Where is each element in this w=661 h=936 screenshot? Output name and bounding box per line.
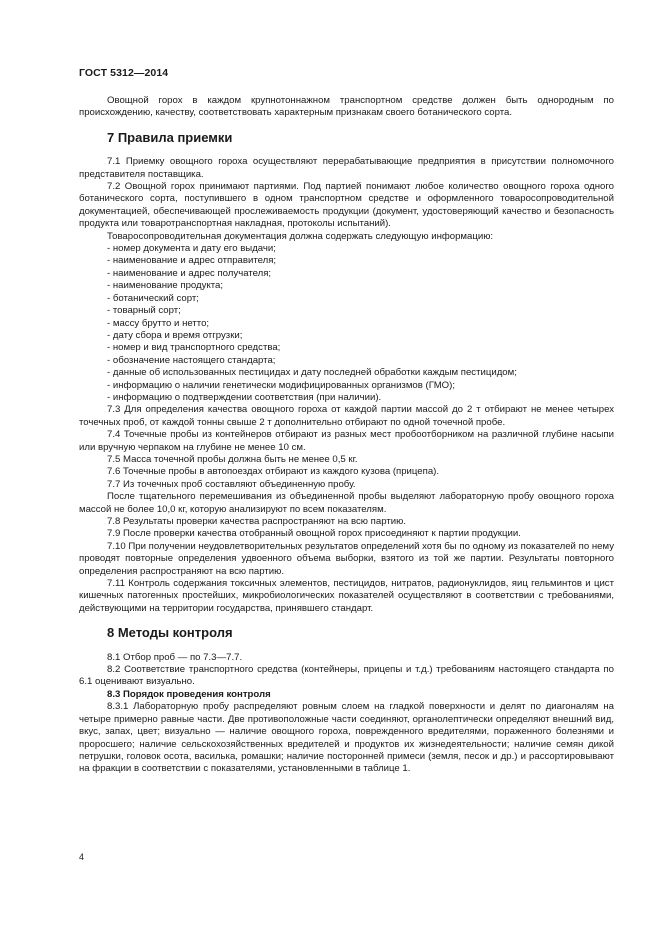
paragraph-7-6: 7.6 Точечные пробы в автопоездах отбирают из каждого кузова (прицепа).	[107, 466, 440, 478]
paragraph-8-3-1: 8.3.1 Лабораторную пробу распределяют ровным слоем на гладкой поверхности и делят по диагоналям на четыре примерно равные части. Две противоположные части соединяют, органолептически определяют внешний вид, вкус, запах, цвет; визуально — наличие овощного гороха, поврежденного вредителями, пораженного болезнями и проросшего; наличие сельскохозяйственных вредителей и продуктов их жизнедеятельности; наличие семян дикой петрушки, головок осота, василька, ромашки; наличие посторонней примеси (земля, песок и др.) и рассортировывают на фракции в соответствии с показателями, установленными в таблице 1.	[79, 701, 614, 775]
docs-intro: Товаросопроводительная документация должна содержать следующую информацию:	[107, 230, 494, 242]
paragraph-7-10: 7.10 При получении неудовлетворительных результатов определений хотя бы по одному из показателей по нему проводят повторные определения удвоенного объема выборки, взятого из той же партии. Результаты повторного определения распространяют на всю партию.	[79, 540, 614, 577]
section-7-title: 7 Правила приемки	[107, 129, 233, 145]
list-item: - товарный сорт;	[107, 305, 181, 317]
paragraph-8-2: 8.2 Соответствие транспортного средства (контейнеры, прицепы и т.д.) требованиям настоящего стандарта по 6.1 оценивают визуально.	[79, 664, 614, 688]
paragraph-7-9: 7.9 После проверки качества отобранный овощной горох присоединяют к партии продукции.	[107, 528, 521, 540]
list-item: - обозначение настоящего стандарта;	[107, 354, 276, 366]
standard-header: ГОСТ 5312—2014	[79, 67, 169, 79]
paragraph-7-5: 7.5 Масса точечной пробы должна быть не менее 0,5 кг.	[107, 453, 358, 465]
list-item: - номер документа и дату его выдачи;	[107, 243, 276, 255]
list-item: - наименование продукта;	[107, 280, 224, 292]
list-item: - информацию о наличии генетически модифицированных организмов (ГМО);	[107, 379, 456, 391]
list-item: - наименование и адрес отправителя;	[107, 255, 277, 267]
docs-list	[79, 243, 614, 404]
paragraph-7-7-continued: После тщательного перемешивания из объединенной пробы выделяют лабораторную пробу овощного гороха массой не более 10,0 кг, которую анализируют по всем показателям.	[79, 491, 614, 515]
paragraph-7-4: 7.4 Точечные пробы из контейнеров отбирают из разных мест пробоотборником на различной глубине насыпи или вручную черпаком на глубине не менее 10 см.	[79, 429, 614, 453]
paragraph-7-11: 7.11 Контроль содержания токсичных элементов, пестицидов, нитратов, радионуклидов, яиц гельминтов и цист кишечных патогенных простейших, микробиологических показателей осуществляют в соответствии с требованиями, действующими на территории государства, принявшего стандарт.	[79, 578, 614, 614]
paragraph-7-2: 7.2 Овощной горох принимают партиями. Под партией понимают любое количество овощного гороха одного ботанического сорта, поступившего в одном транспортном средстве и оформленного товаросопроводительной документацией, обеспечивающей прослеживаемость продукции (документ, удостоверяющий качество и безопасность продукта или товаротранспортная накладная, протоколы испытаний).	[79, 181, 614, 230]
subsection-8-3-title: 8.3 Порядок проведения контроля	[107, 688, 271, 700]
paragraph-7-7: 7.7 Из точечных проб составляют объединенную пробу.	[107, 478, 356, 490]
list-item: - наименование и адрес получателя;	[107, 267, 272, 279]
paragraph-7-8: 7.8 Результаты проверки качества распространяют на всю партию.	[107, 516, 406, 527]
page-number: 4	[79, 852, 85, 862]
list-item: - ботанический сорт;	[107, 292, 199, 304]
paragraph-8-1: 8.1 Отбор проб — по 7.3—7.7.	[107, 651, 243, 663]
list-item: - информацию о подтверждении соответствия (при наличии).	[107, 391, 382, 403]
list-item: - дату сбора и время отгрузки;	[107, 329, 243, 341]
paragraph-7-3: 7.3 Для определения качества овощного гороха от каждой партии массой до 2 т отбирают не менее четырех точечных проб, от каждой тонны свыше 2 т дополнительно отбирают по одной точечной пробе.	[79, 404, 614, 428]
list-item: - данные об использованных пестицидах и дату последней обработки каждым пестицидом;	[107, 367, 517, 379]
list-item: - номер и вид транспортного средства;	[107, 342, 281, 354]
section-8-title: 8 Методы контроля	[107, 625, 233, 641]
paragraph-7-1: 7.1 Приемку овощного гороха осуществляют перерабатывающие предприятия в присутствии полномочного представителя поставщика.	[79, 156, 614, 180]
list-item: - массу брутто и нетто;	[107, 317, 210, 329]
page-content	[79, 95, 614, 776]
intro-paragraph: Овощной горох в каждом крупнотоннажном транспортном средстве должен быть однородным по происхождению, качеству, соответствовать характерным признакам своего ботанического сорта.	[79, 95, 614, 119]
